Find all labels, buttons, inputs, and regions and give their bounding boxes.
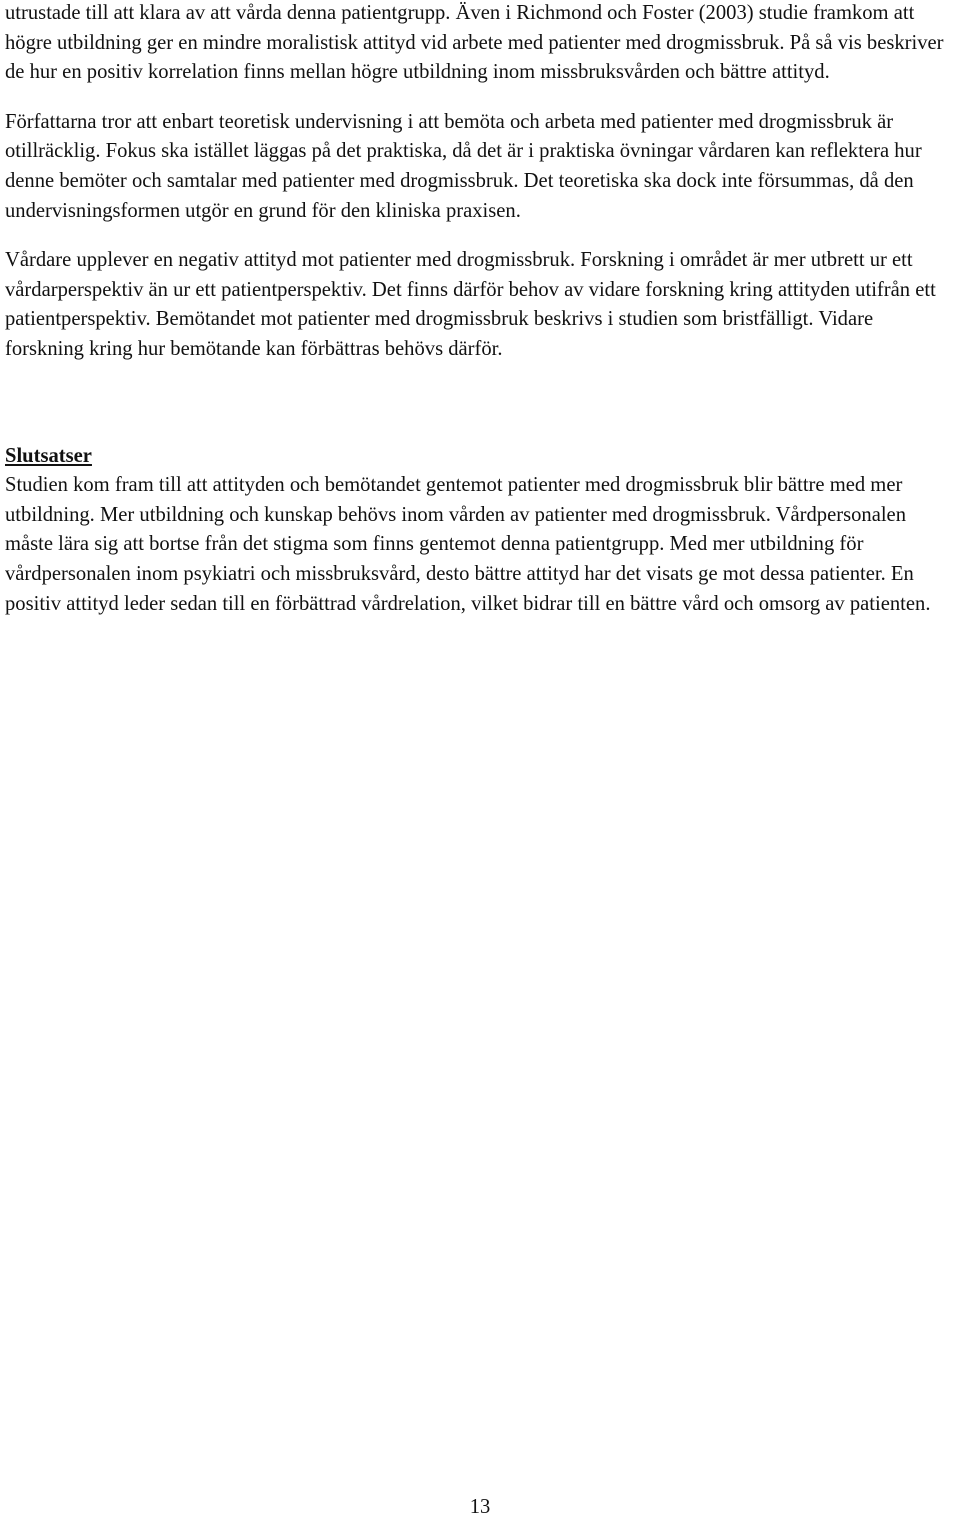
conclusions-paragraph: Studien kom fram till att attityden och bemötandet gentemot patienter med drogmissbruk blir bättre med mer utbildning. Mer utbildning och kunskap behövs inom vården av patienter med drogmissbruk. Vårdpersonalen måste lära sig att bortse från det stigma som finns gentemot denna patientgrupp. Med mer utbildning för vårdpersonalen inom psykiatri och missbruksvård, desto bättre attityd har det visats ge mot dessa patienter. En positiv attityd leder sedan till en förbättrad vårdrelation, vilket bidrar till en bättre vård och omsorg av patienten.: [5, 474, 931, 615]
body-paragraph: utrustade till att klara av att vårda denna patientgrupp. Även i Richmond och Foster (2003) studie framkom att högre utbildning ger en mindre moralistisk attityd vid arbete med patienter med drogmissbruk. På så vis beskriver de hur en positiv korrelation finns mellan högre utbildning inom missbruksvården och bättre attityd.: [5, 2, 944, 84]
page-number: 13: [469, 1496, 491, 1518]
document-page: [5, 0, 950, 619]
section-heading-slutsatser: Slutsatser: [5, 444, 92, 467]
body-paragraph: Författarna tror att enbart teoretisk undervisning i att bemöta och arbeta med patienter med drogmissbruk är otillräcklig. Fokus ska istället läggas på det praktiska, då det är i praktiska övningar vårdaren kan reflektera hur denne bemöter och samtalar med patienter med drogmissbruk. Det teoretiska ska dock inte försummas, då den undervisningsformen utgör en grund för den kliniska praxisen.: [5, 110, 922, 222]
body-paragraph: Vårdare upplever en negativ attityd mot patienter med drogmissbruk. Forskning i området är mer utbrett ur ett vårdarperspektiv än ur ett patientperspektiv. Det finns därför behov av vidare forskning kring attityden utifrån ett patientperspektiv. Bemötandet mot patienter med drogmissbruk beskrivs i studien som bristfälligt. Vidare forskning kring hur bemötande kan förbättras behövs därför.: [5, 249, 936, 360]
